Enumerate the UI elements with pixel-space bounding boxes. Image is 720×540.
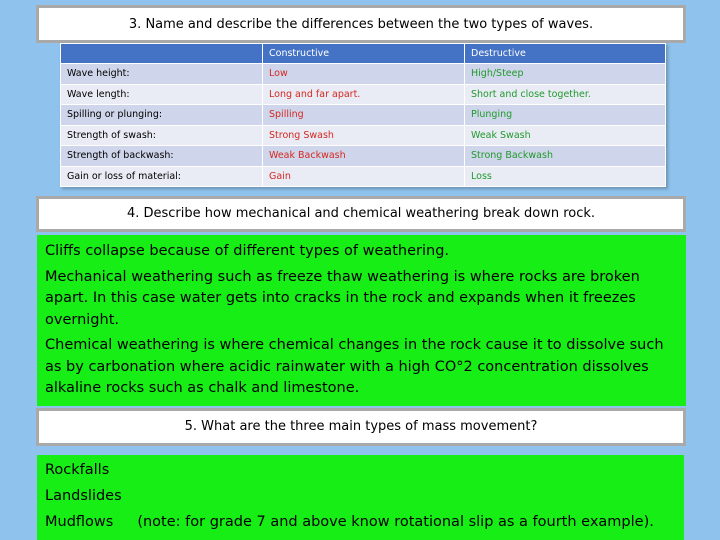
table-row xyxy=(61,85,665,105)
header-cell-destructive: Destructive xyxy=(465,44,665,63)
table-header-row xyxy=(61,44,665,63)
answer-5-box xyxy=(37,455,684,540)
mass-movement-item: Landslides xyxy=(45,488,122,504)
constructive-value: Low xyxy=(263,64,464,84)
row-label: Spilling or plunging: xyxy=(61,105,262,125)
table-row xyxy=(61,105,665,125)
row-label: Strength of swash: xyxy=(61,126,262,146)
answer-4-paragraph: Mechanical weathering such as freeze thaw weathering is where rocks are broken apart. In this case water gets into cracks in the rock and expands when it freezes overnight. xyxy=(45,268,640,328)
answer-4-box xyxy=(37,235,686,406)
header-cell-constructive: Constructive xyxy=(263,44,464,63)
table-row xyxy=(61,126,665,146)
wave-comparison-table xyxy=(60,43,666,187)
row-label: Gain or loss of material: xyxy=(61,167,262,187)
grade-note: (note: for grade 7 and above know rotational slip as a fourth example). xyxy=(137,514,654,530)
question-5-heading: 5. What are the three main types of mass movement? xyxy=(36,408,686,446)
header-cell-blank xyxy=(61,44,262,63)
mass-movement-item: Rockfalls xyxy=(45,462,110,478)
constructive-value: Gain xyxy=(263,167,464,187)
table-row xyxy=(61,146,665,166)
table-row xyxy=(61,64,665,84)
mass-movement-line xyxy=(45,509,676,535)
constructive-value: Long and far apart. xyxy=(263,85,464,105)
constructive-value: Weak Backwash xyxy=(263,146,464,166)
row-label: Wave height: xyxy=(61,64,262,84)
destructive-value: Short and close together. xyxy=(465,85,665,105)
table-row xyxy=(61,167,665,187)
question-3-heading: 3. Name and describe the differences between the two types of waves. xyxy=(36,5,686,43)
destructive-value: High/Steep xyxy=(465,64,665,84)
mass-movement-item: Mudflows xyxy=(45,514,114,530)
answer-4-paragraph: Chemical weathering is where chemical changes in the rock cause it to dissolve such as by carbonation where acidic rainwater with a high CO°2 concentration dissolves alkaline rocks such as chalk and limestone. xyxy=(45,337,664,396)
row-label: Wave length: xyxy=(61,85,262,105)
destructive-value: Weak Swash xyxy=(465,126,665,146)
constructive-value: Strong Swash xyxy=(263,126,464,146)
destructive-value: Loss xyxy=(465,167,665,187)
constructive-value: Spilling xyxy=(263,105,464,125)
destructive-value: Plunging xyxy=(465,105,665,125)
answer-4-paragraph: Cliffs collapse because of different types of weathering. xyxy=(45,243,450,259)
question-4-heading: 4. Describe how mechanical and chemical weathering break down rock. xyxy=(36,196,686,232)
row-label: Strength of backwash: xyxy=(61,146,262,166)
destructive-value: Strong Backwash xyxy=(465,146,665,166)
